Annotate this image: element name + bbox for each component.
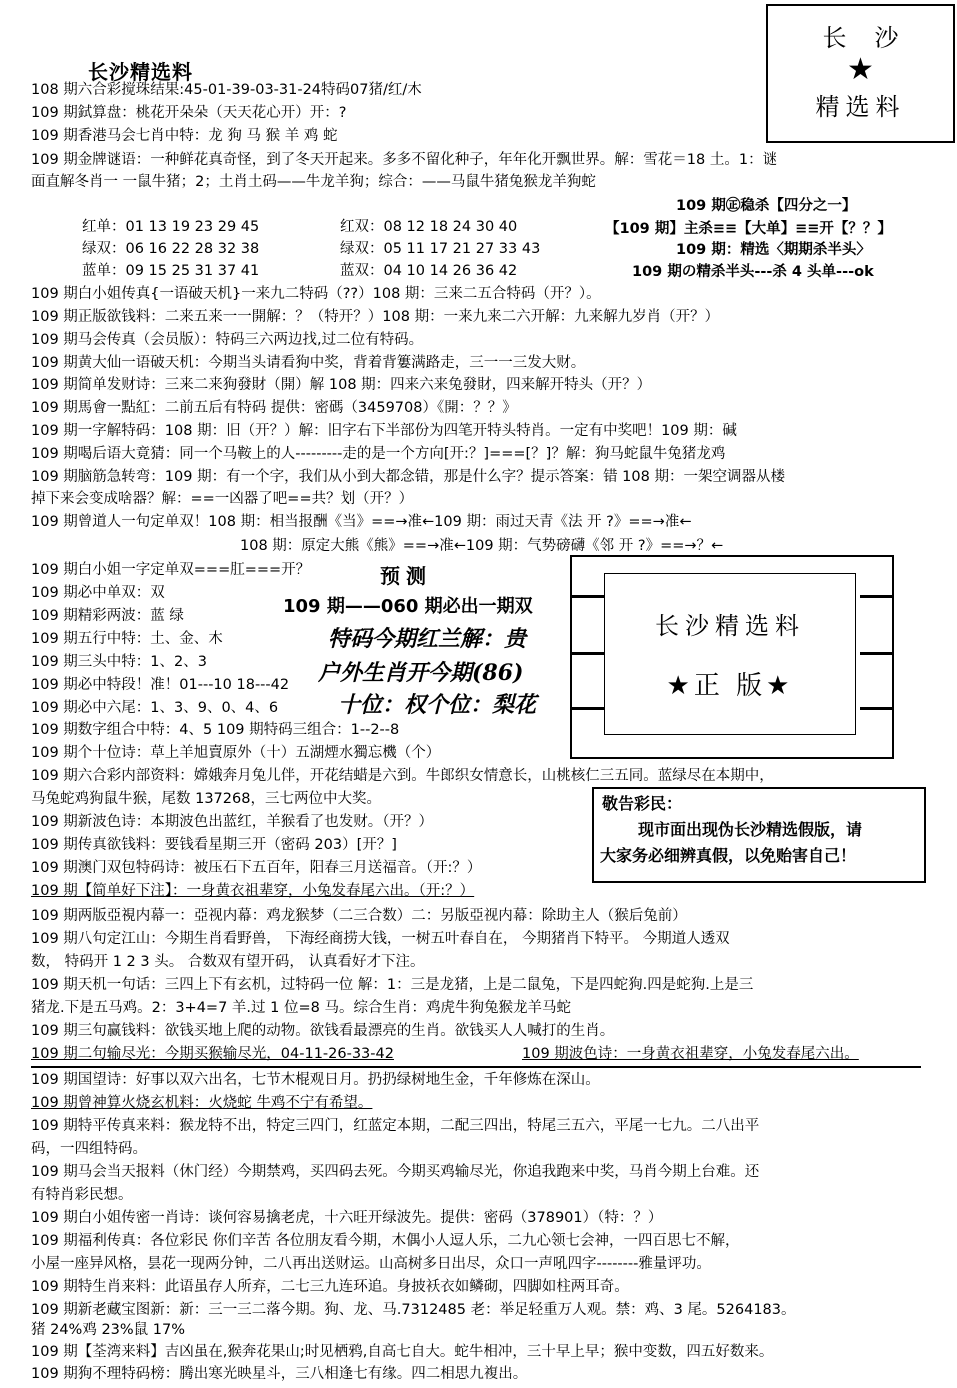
logo-box	[766, 4, 955, 143]
line-left-7: 109 期数字组合中特：4、5 109 期特码三组合：1--2--8	[31, 722, 400, 738]
line-left-2: 109 期精彩两波：蓝 绿	[31, 608, 184, 624]
blue-double-label: 蓝双：	[340, 263, 384, 279]
line-b3-12: 109 期【荃湾来料】吉凶虽在,猴奔花果山;时见栖鸦,自高七自大。蛇牛相冲，三十早上早；猴中变数，四五好数来。	[31, 1344, 774, 1360]
line-mid-7: 109 期喝后语大竟猜：同一个马鞍上的人---------走的是一个方向[开:？]===[？]？解：狗马蛇鼠牛兔猪龙鸡	[31, 446, 726, 462]
line-b2-2: 数， 特码开 1 2 3 头。 合数双有望开码， 认真看好才下注。	[31, 954, 425, 970]
line-b1-4: 109 期澳门双包特码诗：被压石下五百年，阳春三月送福音。（开:？）	[31, 860, 482, 876]
line-b1-0: 109 期六合彩内部资料：嫦娥奔月兔儿伴，开花结蜡是六到。牛郎织女情意长，山桃核仁三五同。蓝绿尽在本期中，	[31, 768, 774, 784]
blue-single-label: 蓝单：	[82, 263, 126, 279]
divider	[31, 1066, 921, 1068]
line-two-right: 109 期波色诗：一身黄衣祖辈穿，小兔发春尾六出。	[522, 1046, 859, 1062]
green-single	[82, 239, 259, 259]
predict-line: 109 期——060 期必出一期双	[283, 596, 533, 617]
line-b2-3: 109 期天机一句话：三四上下有玄机，过特码一位 解：1：三是龙猪，上是二鼠兔，下是四蛇狗.四是蛇狗.上是三	[31, 977, 754, 993]
line-mid-9: 掉下来会变成啥器？解：==一凶器了吧==共？划（开？）	[31, 491, 414, 507]
predict-hand-2: 户外生肖开今期(86)	[318, 660, 524, 686]
line-mid-3: 109 期黄大仙一语破天机：今期当头请看狗中奖，背着背簍满路走，三一一三发大财。	[31, 355, 586, 371]
green-single-values: 06 16 22 28 32 38	[125, 241, 260, 257]
line-left-5: 109 期必中特段！准！01---10 18---42	[31, 677, 290, 693]
line-b2-1: 109 期八句定江山：今期生肖看野兽， 下海经商捞大钱，一树五叶春自在， 今期猪肖下特平。 今期道人透双	[31, 931, 730, 947]
line-riddle-cont: 面直解冬肖一 一鼠牛猪；2；土肖土码——牛龙羊狗；综合：——马鼠牛猪兔猴龙羊狗蛇	[31, 174, 596, 190]
line-b2-4: 猪龙.下是五马鸡。2：3+4=7 羊.过 1 位=8 马。综合生肖：鸡虎牛狗兔猴龙羊马蛇	[31, 1000, 571, 1016]
logo-box-bottom: 精选料	[815, 93, 906, 121]
green-double-label: 绿双：	[340, 241, 384, 257]
line-b1-2: 109 期新波色诗：本期波色出蓝红，羊猴看了也发财。（开？）	[31, 814, 434, 830]
box-dash	[572, 707, 604, 710]
line-left-3: 109 期五行中特：土、金、木	[31, 631, 223, 647]
line-b3-5: 有特肖彩民想。	[31, 1187, 133, 1203]
box-dash	[860, 652, 892, 655]
blue-single-values: 09 15 25 31 37 41	[125, 263, 260, 279]
red-double	[340, 217, 517, 237]
red-double-label: 红双：	[340, 219, 384, 235]
line-b3-8: 小屋一座异风格，昙花一现两分钟，二八再出送财运。山高树多日出尽，众口一声吼四字--------雅量评功。	[31, 1256, 711, 1272]
line-b1-3: 109 期传真欲钱料：要钱看星期三开（密码 203）[开？]	[31, 837, 397, 853]
right-note-2: 【109 期】主杀≡≡【大单】≡≡开【？？】	[605, 221, 892, 237]
line-b3-3: 码，一四组特码。	[31, 1141, 147, 1157]
line-b3-0: 109 期国望诗：好事以双六出名，七节木棍观日月。扔扔绿树地生金，千年修炼在深山。	[31, 1072, 600, 1088]
right-note-3: 109 期：精选〈期期杀半头〉	[676, 242, 871, 258]
line-left-0: 109 期白小姐一字定单双===肛===开？	[31, 562, 311, 578]
line-riddle: 109 期金牌谜语：一种鲜花真奇怪，到了冬天开起来。多多不留化种子，年年化开飘世界。解：雪花＝18 土。1：谜	[31, 152, 778, 168]
line-b3-4: 109 期马会当天报料（休门经）今期禁鸡，买四码去死。今期买鸡输尽光，你追我跑来中奖，马肖今期上台难。还	[31, 1164, 760, 1180]
line-mid-5: 109 期馬會一點紅：二前五后有特码 提供：密碼（3459708）《開：？？》	[31, 400, 517, 416]
box-dash	[572, 652, 604, 655]
line-b3-13: 109 期狗不理特码榜：腾出寒光映星斗，三八相逢七有缘。四二相思九複出。	[31, 1366, 528, 1382]
blue-single	[82, 261, 259, 281]
line-left-6: 109 期必中六尾：1、3、9、0、4、6	[31, 700, 279, 716]
blue-double-values: 04 10 14 26 36 42	[383, 263, 518, 279]
line-left-4: 109 期三头中特：1、2、3	[31, 654, 207, 670]
page-title: 长沙精选料	[88, 60, 193, 84]
line-mid-2: 109 期马会传真（会员版）：特码三六两边找,过二位有特码。	[31, 332, 424, 348]
right-note-4: 109 期の精杀半头---杀 4 头单---ok	[632, 264, 874, 280]
center-logo-tag: ★正 版★	[666, 671, 794, 701]
red-single-values: 01 13 19 23 29 45	[125, 219, 260, 235]
box-dash	[572, 595, 604, 598]
red-single-label: 红单：	[82, 219, 126, 235]
red-double-values: 08 12 18 24 30 40	[383, 219, 518, 235]
line-mid-0: 109 期白小姐传真{一语破天机}一来九二特码（??）108 期：三来二五合特码（开？）。	[31, 286, 601, 302]
green-double-values: 05 11 17 21 27 33 43	[383, 241, 541, 257]
line-mid-1: 109 期正版欲钱料：二来五来一一開解：？（特开？）108 期：一来九来二六开解：九来解九岁肖（开？）	[31, 309, 720, 325]
line-b1-1: 马兔蛇鸡狗鼠牛猴，尾数 137268，三七两位中大奖。	[31, 791, 381, 807]
logo-box-top: 长沙	[822, 24, 927, 52]
line-left-1: 109 期必中单双：双	[31, 585, 165, 601]
line-b2-0: 109 期两版亞視内幕一：亞视内幕：鸡龙猴梦（二三合数）二：另版亞视内幕：除助主人（猴后兔前）	[31, 908, 687, 924]
line-result: 108 期六合彩搅珠结果:45-01-39-03-31-24特码07猪/红/木	[31, 82, 422, 98]
line-mid-10: 109 期曾道人一句定单双！108 期：相当报酬《当》==→准←109 期：雨过天青《法 开 ?》==→准←	[31, 514, 692, 530]
line-b2-5: 109 期三句赢钱料：欲钱买地上爬的动物。欲钱看最漂亮的生肖。欲钱买人人喊打的生肖。	[31, 1023, 615, 1039]
warning-body-2: 大家务必细辨真假，以免贻害自己！	[600, 846, 857, 865]
green-double	[340, 239, 540, 259]
star-icon: ★	[847, 52, 874, 87]
red-single	[82, 217, 259, 237]
right-note-1: 109 期㊣稳杀【四分之一】	[676, 198, 857, 214]
box-dash	[860, 595, 892, 598]
line-b1-5: 109 期【简单好下注】：一身黄衣祖辈穿，小兔发春尾六出。（开:？）	[31, 883, 475, 899]
predict-title: 预测	[380, 564, 432, 588]
warning-box	[592, 787, 926, 883]
line-b3-1: 109 期曾神算火烧玄机料：火烧蛇 牛鸡不宁有希望。	[31, 1095, 373, 1111]
line-b3-2: 109 期特平传真来料：猴龙特不出，特定三四门，红蓝定本期，二配三四出，特尾三五六，平尾一七九。二八出平	[31, 1118, 760, 1134]
center-logo-inner	[604, 573, 856, 735]
line-mid-11: 108 期：原定大熊《熊》==→准←109 期：气势磅礴《邻 开 ?》==→？←	[240, 538, 724, 554]
line-seven-zodiac: 109 期香港马会七肖中特：龙 狗 马 猴 羊 鸡 蛇	[31, 128, 338, 144]
line-b3-11: 猪 24%鸡 23%鼠 17%	[31, 1322, 186, 1338]
line-b3-6: 109 期白小姐传密一肖诗：谈何容易擒老虎，十六旺开绿波先。提供：密码（378901）（特：？）	[31, 1210, 663, 1226]
line-left-8: 109 期个十位诗：草上羊旭賣原外（十）五湖煙水獨忘機（个）	[31, 745, 441, 761]
line-two-left: 109 期二句输尽光：今期买猴输尽光，04-11-26-33-42	[31, 1046, 394, 1062]
blue-double	[340, 261, 517, 281]
warning-title: 敬告彩民：	[602, 794, 683, 813]
line-b3-7: 109 期福利传真：各位彩民 你们辛苦 各位朋友看今期，木偶小人逗人乐，二九心领七会神，一四百思七不解，	[31, 1233, 740, 1249]
line-mid-6: 109 期一字解特码：108 期：旧（开？）解：旧字右下半部份为四笔开特头特肖。一定有中奖吧！109 期：碱	[31, 423, 737, 439]
line-abacus: 109 期鉽算盘：桃花开朵朵（天天花心开）开：?	[31, 105, 347, 121]
warning-body-1: 现市面出现伪长沙精选假版，请	[638, 820, 863, 839]
predict-hand-1: 特码今期红兰解：贵	[328, 626, 527, 652]
center-logo-box	[570, 555, 894, 759]
line-mid-8: 109 期脑筋急转弯：109 期：有一个字，我们从小到大都念错，那是什么字？提示答案：错 108 期：一架空调器从楼	[31, 469, 785, 485]
green-single-label: 绿双：	[82, 241, 126, 257]
line-b3-9: 109 期特生肖来料：此语虽存人所弃，二七三九连环追。身披袄衣如鳞砌，四脚如柱两耳奇。	[31, 1279, 629, 1295]
line-mid-4: 109 期简单发财诗：三来二来狗發財（開）解 108 期：四来六来兔發財，四来解开特头（开？）	[31, 377, 652, 393]
predict-hand-3: 十位：权个位：梨花	[338, 692, 537, 718]
box-dash	[860, 707, 892, 710]
line-b3-10: 109 期新老藏宝图新：新：三一三二落今期。狗、龙、马.7312485 老：举足轻重万人观。禁：鸡、3 尾。5264183。	[31, 1302, 796, 1318]
center-logo-name: 长沙精选料	[655, 612, 805, 640]
